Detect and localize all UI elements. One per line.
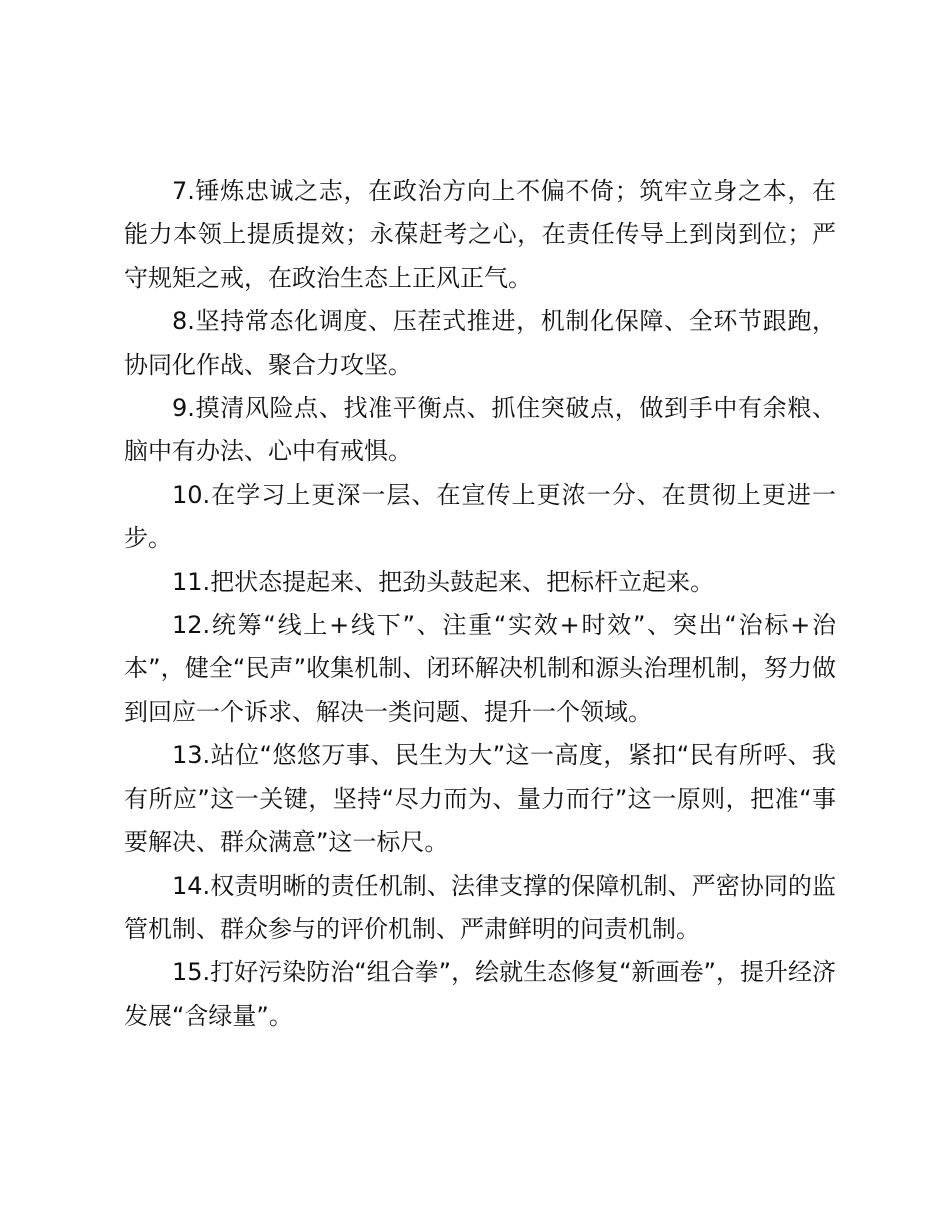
paragraph-item-14: 14.权责明晰的责任机制、法律支撑的保障机制、严密协同的监管机制、群众参与的评价机制、严肃鲜明的问责机制。	[124, 871, 836, 943]
paragraph-item-7: 7.锤炼忠诚之志，在政治方向上不偏不倚；筑牢立身之本，在能力本领上提质提效；永葆赶考之心，在责任传导上到岗到位；严守规矩之戒，在政治生态上正风正气。	[124, 177, 836, 292]
paragraph-item-12: 12.统筹“线上+线下”、注重“实效+时效”、突出“治标+治本”，健全“民声”收集机制、闭环解决机制和源头治理机制，努力做到回应一个诉求、解决一类问题、提升一个领域。	[124, 611, 836, 726]
paragraph-item-9: 9.摸清风险点、找准平衡点、抓住突破点，做到手中有余粮、脑中有办法、心中有戒惧。	[124, 394, 836, 466]
paragraph-item-10: 10.在学习上更深一层、在宣传上更浓一分、在贯彻上更进一步。	[124, 480, 836, 553]
paragraph-item-8: 8.坚持常态化调度、压茬式推进，机制化保障、全环节跟跑，协同化作战、聚合力攻坚。	[124, 307, 836, 379]
paragraph-item-11: 11.把状态提起来、把劲头鼓起来、把标杆立起来。	[172, 567, 715, 596]
paragraph-item-15: 15.打好污染防治“组合拳”，绘就生态修复“新画卷”，提升经济发展“含绿量”。	[124, 958, 836, 1030]
document-body	[124, 170, 836, 1038]
paragraph-item-13: 13.站位“悠悠万事、民生为大”这一高度，紧扣“民有所呼、我有所应”这一关键，坚持“尽力而为、量力而行”这一原则，把准“事要解决、群众满意”这一标尺。	[124, 741, 836, 857]
